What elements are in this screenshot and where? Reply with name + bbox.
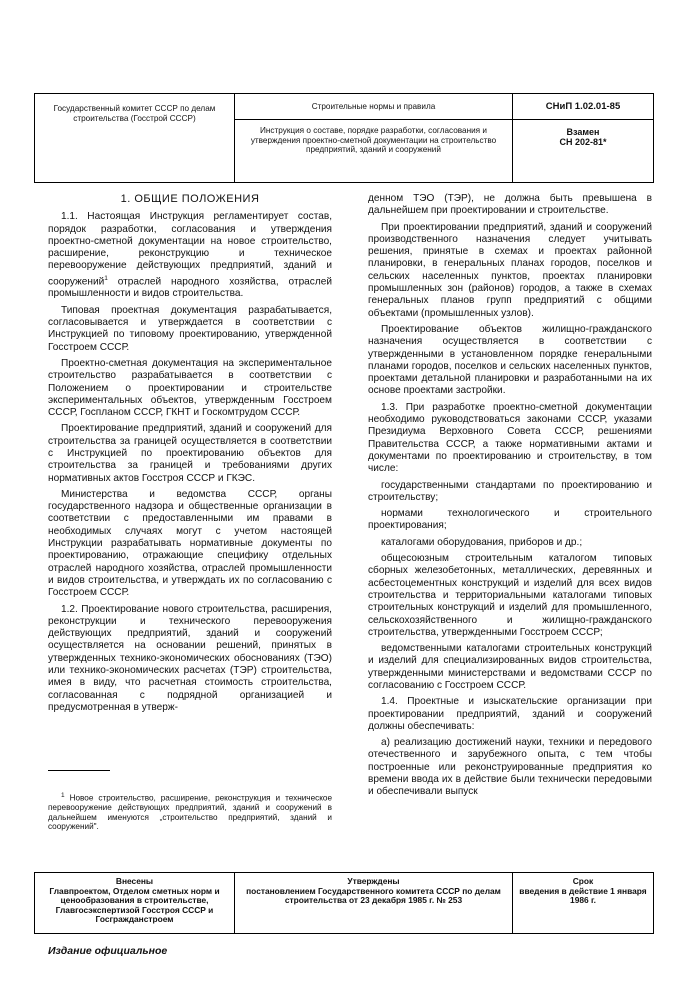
- paragraph-text: При проектировании предприятий, зданий и сооружений производственного назначения следует учитывать решения, принятые в схемах и проектах районной планировки, в генеральных планах городов, поселков и сельских населенных пунктов, проектах планировки промышленных зон (районов) городов, а также в схемах генеральных планов групп предприятий с общими объектами (промышленных узлов).: [368, 221, 652, 319]
- paragraph: [368, 696, 652, 733]
- paragraph: [368, 643, 652, 692]
- paragraph: [368, 222, 652, 320]
- footnote: [48, 791, 332, 831]
- footnote-reference: 1: [104, 274, 108, 282]
- paragraph: [368, 324, 652, 398]
- paragraph-text: Проектно-сметная документация на экспериментальное строительство разрабатывается в соответствии с Положением о проектировании и строительстве экспериментальных объектов, утвержденным Госстроем СССР, Госпланом СССР, ГКНТ и Госкомтрудом СССР.: [48, 357, 332, 419]
- footnote-divider: [48, 770, 110, 771]
- footnote-text: Новое строительство, расширение, реконструкция и техническое перевооружение действующих предприятий, зданий и сооружений в дальнейшем именуются „строительство предприятий, зданий и сооружений".: [48, 793, 332, 831]
- paragraph-text: государственными стандартами по проектированию и строительству;: [368, 479, 652, 503]
- paragraph-text: Проектирование объектов жилищно-гражданского назначения осуществляется в соответствии с утвержденными в установленном порядке генеральными планами городов, поселков и сельских населенных пунктов, проектами детальной планировки и разработанными на их основе проектами застройки.: [368, 323, 652, 397]
- paragraph: [368, 737, 652, 798]
- paragraph: [48, 423, 332, 484]
- document-title: Инструкция о составе, порядке разработки, согласования и утверждения проектно-сметной документации на строительство предприятий, зданий и сооружений: [235, 120, 513, 182]
- header-table: [34, 93, 654, 183]
- approved-by: [235, 873, 513, 933]
- paragraph-text: а) реализацию достижений науки, техники и передового отечественного и зарубежного опыта, с тем чтобы построенные или реконструированные предприятия ко времени ввода их в действие были технически передовыми и обеспечивали выпуск: [368, 737, 652, 798]
- paragraph: [48, 358, 332, 419]
- paragraph: [48, 305, 332, 354]
- paragraph-text: ведомственными каталогами строительных конструкций и изделий для специализированных видов строительства, утвержденными министерствами и ведомствами СССР по согласованию с Госстроем СССР.: [368, 643, 652, 691]
- paragraph: [368, 402, 652, 476]
- left-column-body: [48, 211, 332, 714]
- document-type: Строительные нормы и правила: [235, 94, 513, 120]
- replaces-code: СН 202-81*: [559, 136, 607, 147]
- paragraph-text: Проектирование нового строительства, расширения, реконструкции и технического перевооружения действующих предприятий, зданий и сооружений осуществляется на основании решений, принятых в утвержденных технико-экономических обоснованиях (ТЭО) или технико-экономических расчетах (ТЭР) строительства, имея в виду, что расчетная стоимость строительства, согласованная с подрядной организацией и предусмотренная в утверж-: [48, 603, 332, 713]
- paragraph-text: денном ТЭО (ТЭР), не должна быть превышена в дальнейшем при проектировании и строительстве.: [368, 193, 652, 217]
- term-text: введения в действие 1 января 1986 г.: [519, 885, 647, 906]
- replaces-block: [513, 120, 653, 182]
- replaces-label: Взамен: [566, 127, 600, 137]
- approved-label: Утверждены: [347, 876, 400, 886]
- section-title: 1. ОБЩИЕ ПОЛОЖЕНИЯ: [120, 193, 260, 205]
- introduced-by: [35, 873, 235, 933]
- paragraph-text: Настоящая Инструкция регламентирует состав, порядок разработки, согласования и утверждения проектно-сметной документации на новое строительство, расширение, реконструкцию и техническое перевооружение действующих предприятий, зданий и сооружений: [48, 211, 332, 288]
- paragraph: [368, 537, 652, 549]
- paragraph-text-tail: отраслей народного хозяйства, отраслей промышленности и видов строительства.: [48, 276, 332, 300]
- paragraph-text: общесоюзным строительным каталогом типовых сборных железобетонных, металлических, деревянных и асбестоцементных конструкций и изделий для всех видов строительства и территориальными каталогами типовых строительных конструкций и изделий для промышленного, сельскохозяйственного и жилищно-гражданского строительства, утвержденными Госстроем СССР;: [368, 553, 652, 638]
- paragraph: [368, 193, 652, 218]
- paragraph: [368, 508, 652, 533]
- clause-number: 1.4.: [381, 696, 398, 708]
- left-column: [48, 193, 332, 718]
- clause-number: 1.2.: [61, 603, 78, 615]
- paragraph-text: каталогами оборудования, приборов и др.;: [381, 536, 583, 548]
- right-column: [368, 193, 652, 803]
- effective-date: [513, 873, 653, 933]
- paragraph: [48, 211, 332, 300]
- paragraph-text: Проектирование предприятий, зданий и сооружений для строительства за границей осуществляется в соответствии с Инструкцией по проектированию объектов для строительства за границей и требованиями других нормативных актов Госстроя СССР и ГКЭС.: [48, 423, 332, 484]
- document-code: СНиП 1.02.01-85: [513, 94, 653, 120]
- introduced-text: Главпроектом, Отделом сметных норм и ценообразования в строительстве, Главгосэкспертизой Госстроя СССР и Госгражданстроем: [49, 885, 220, 925]
- footnote-mark: 1: [61, 792, 65, 799]
- clause-number: 1.3.: [381, 401, 398, 413]
- official-edition-label: Издание официальное: [48, 945, 168, 957]
- footer-table: [34, 872, 654, 934]
- paragraph: [368, 553, 652, 639]
- clause-number: 1.1.: [61, 211, 78, 223]
- paragraph: [48, 604, 332, 715]
- approved-text: постановлением Государственного комитета СССР по делам строительства от 23 декабря 1985 г. № 253: [246, 885, 501, 906]
- paragraph-text: При разработке проектно-сметной документации необходимо руководствоваться законами СССР, указами Президиума Верховного Совета СССР, решениями Правительства СССР, а также нормативными актами и документами по проектированию и строительству, в том числе:: [368, 401, 652, 475]
- paragraph: [48, 489, 332, 600]
- paragraph-text: нормами технологического и строительного проектирования;: [368, 508, 652, 532]
- right-column-body: [368, 193, 652, 799]
- issuing-organization: Государственный комитет СССР по делам строительства (Госстрой СССР): [35, 94, 235, 182]
- term-label: Срок: [572, 876, 594, 886]
- introduced-label: Внесены: [115, 876, 154, 886]
- paragraph: [368, 480, 652, 505]
- paragraph-text: Проектные и изыскательские организации при проектировании предприятий, зданий и сооружений должны обеспечивать:: [368, 696, 652, 732]
- paragraph-text: Министерства и ведомства СССР, органы государственного надзора и общественные организации в соответствии с предоставленными им правами в необходимых случаях могут с учетом настоящей Инструкции разрабатывать нормативные документы по проектированию, отражающие специфику отдельных отраслей народного хозяйства, отраслей промышленности и видов строительства, и утверждать их по согласованию с Госстроем СССР.: [48, 488, 332, 599]
- paragraph-text: Типовая проектная документация разрабатывается, согласовывается и утверждается в соответствии с Инструкцией по типовому проектированию, утвержденной Госстроем СССР.: [48, 304, 332, 353]
